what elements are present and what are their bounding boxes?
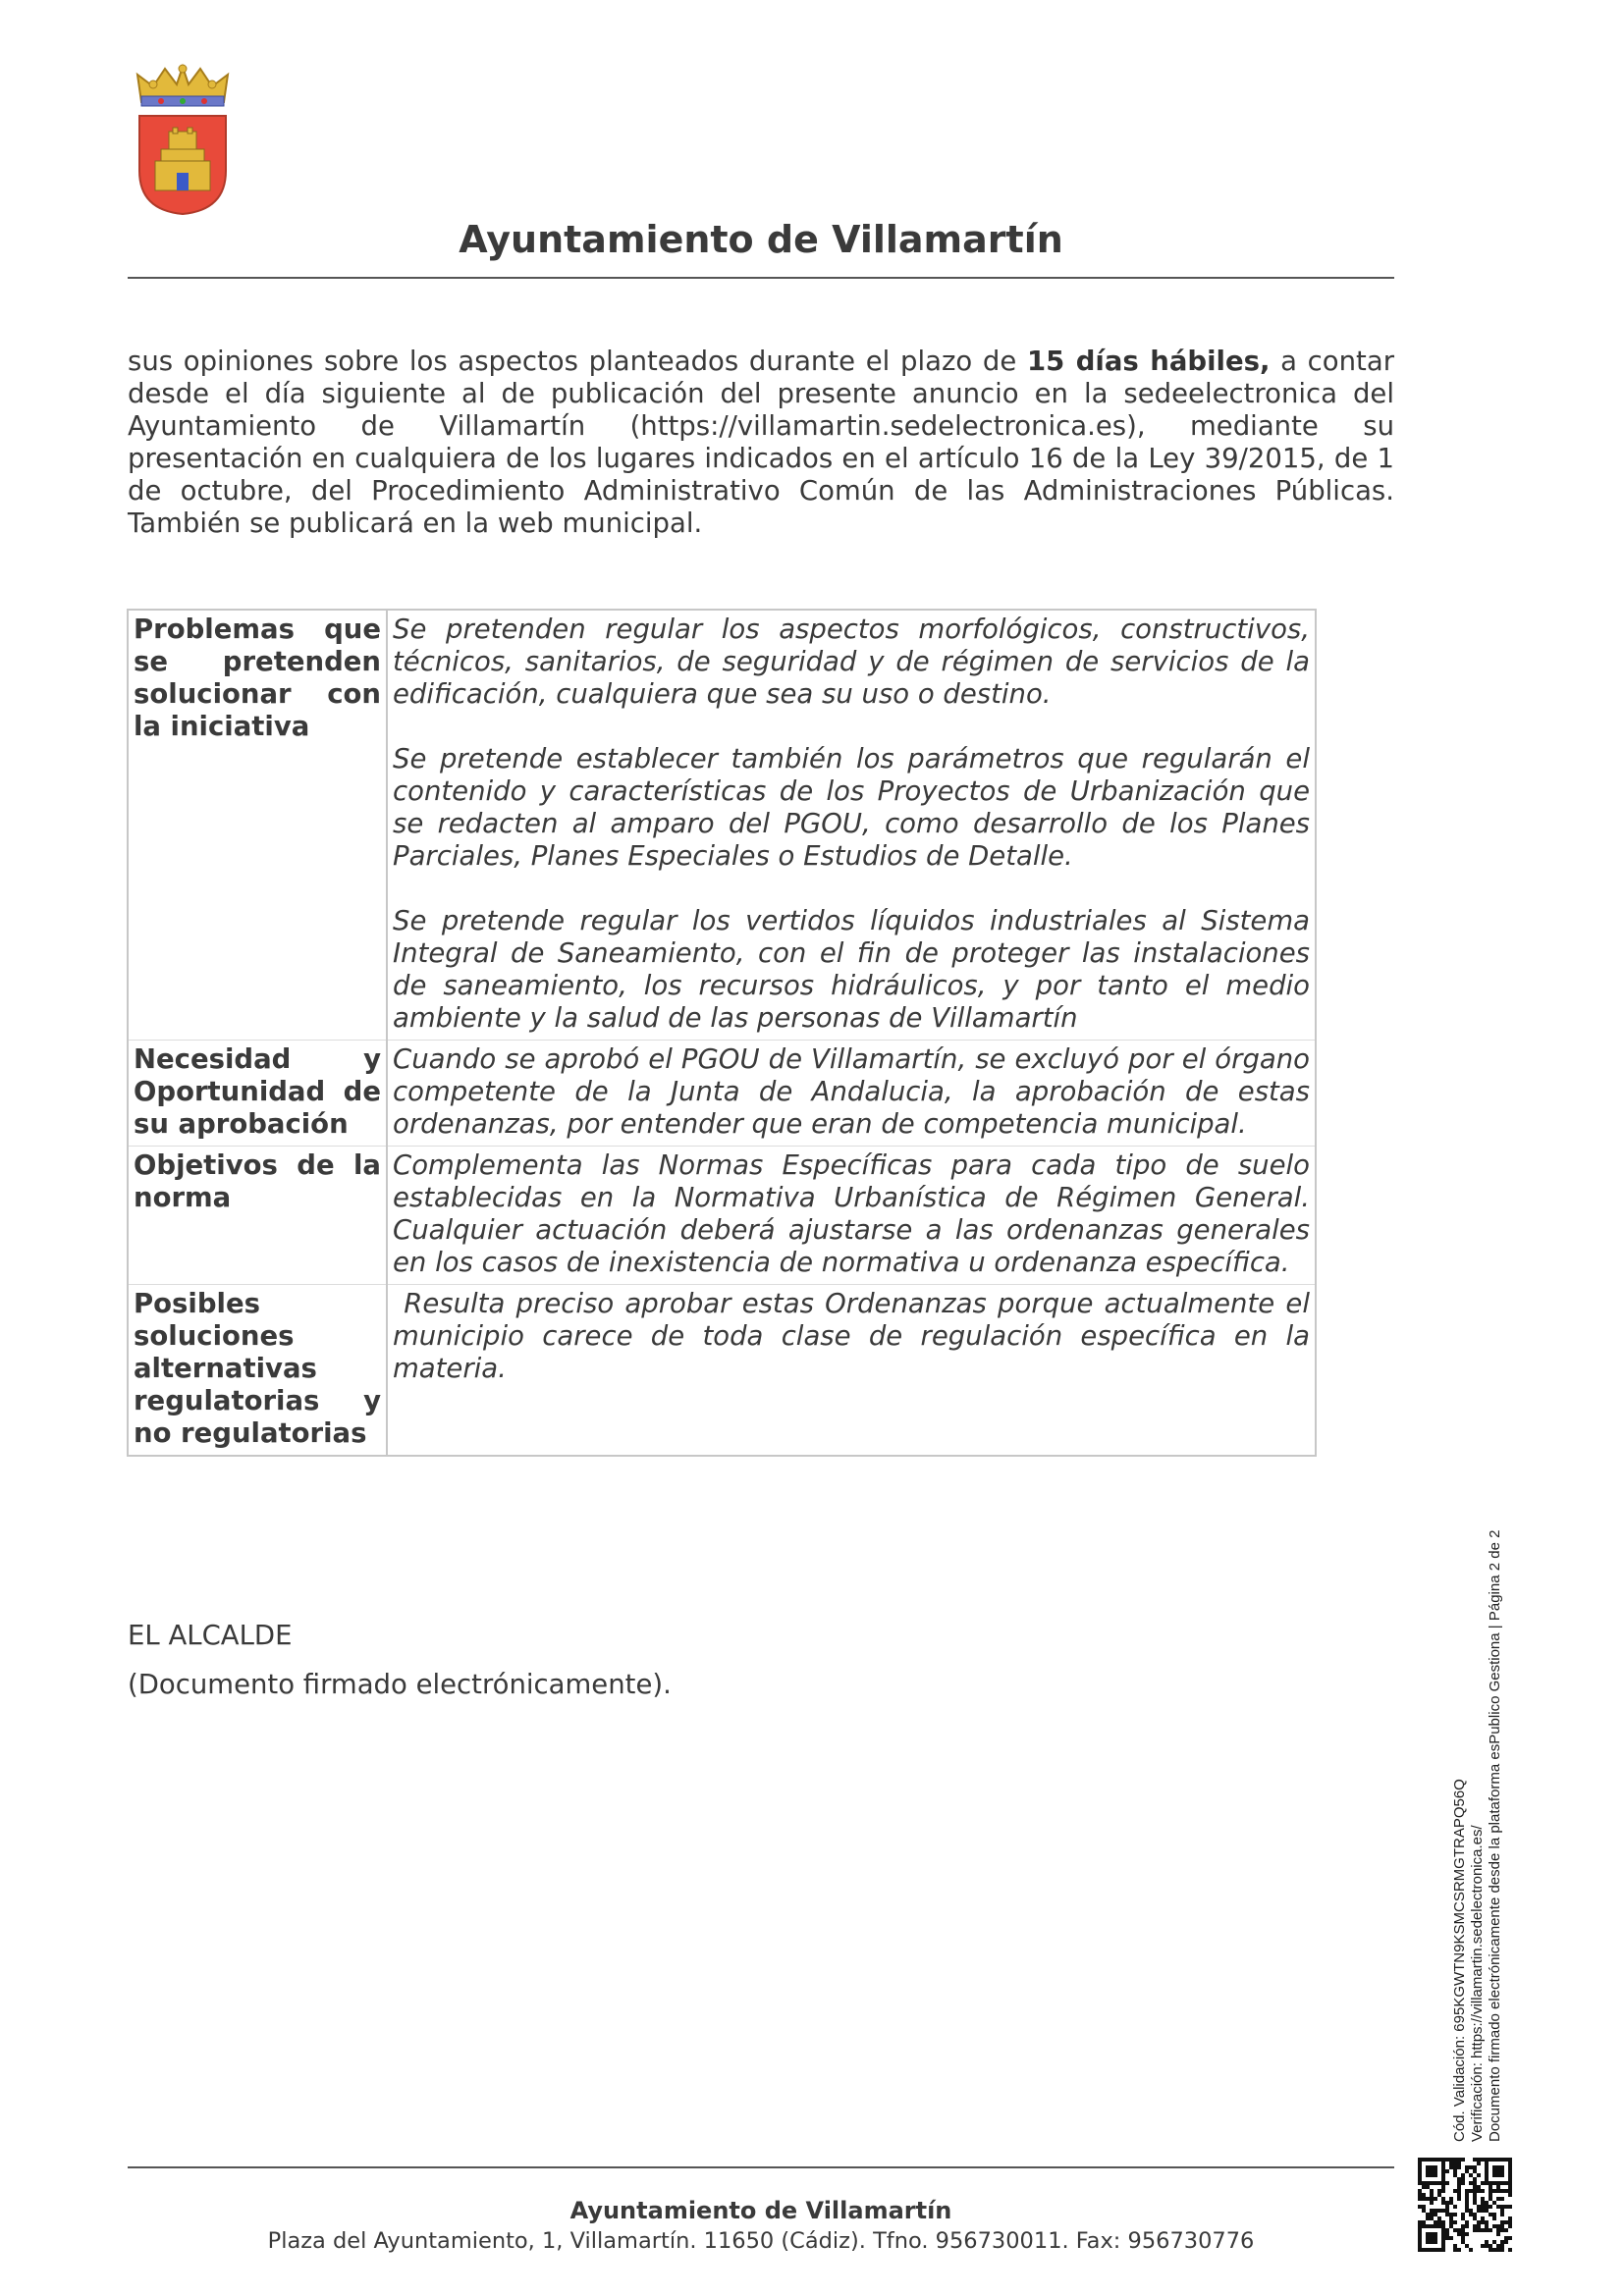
header-divider: [128, 277, 1394, 279]
validation-code: Cód. Validación: 695KGWTN9KSMCSRMGTRAPQ56Q: [1451, 1779, 1468, 2142]
intro-text-start: sus opiniones sobre los aspectos planteados durante el plazo de: [128, 346, 1027, 377]
coat-of-arms-icon: [134, 63, 232, 220]
row-paragraph: Se pretende regular los vertidos líquidos industriales al Sistema Integral de Saneamiento, con el fin de proteger las instalaciones de saneamiento, los recursos hidráulicos, y por tanto el medio ambiente y la salud de las personas de Villamartín: [393, 905, 1310, 1034]
page-title: Ayuntamiento de Villamartín: [459, 218, 1063, 261]
row-label: Objetivos de la norma: [128, 1147, 387, 1285]
signature-platform-note: Documento firmado electrónicamente desde la plataforma esPublico Gestiona | Página 2 de 2: [1487, 1529, 1503, 2142]
row-label: Posibles soluciones alternativas regulatorias y no regulatorias: [128, 1285, 387, 1457]
validation-stamp: [1451, 1530, 1504, 2142]
row-paragraph: Cuando se aprobó el PGOU de Villamartín, se excluyó por el órgano competente de la Junta de Andalucia, la aprobación de estas ordenanzas, por entender que eran de competencia municipal.: [393, 1043, 1310, 1140]
footer-address: Plaza del Ayuntamiento, 1, Villamartín. 11650 (Cádiz). Tfno. 956730011. Fax: 956730776: [267, 2228, 1255, 2254]
row-content: [387, 1041, 1316, 1147]
signature-note: (Documento firmado electrónicamente).: [128, 1669, 672, 1700]
table-row: [128, 1147, 1316, 1285]
intro-paragraph: [128, 346, 1394, 540]
footer-divider: [128, 2166, 1394, 2168]
intro-deadline: 15 días hábiles,: [1026, 346, 1271, 377]
row-content: [387, 1147, 1316, 1285]
row-content: [387, 1285, 1319, 1457]
row-label: Problemas que se pretenden solucionar con la iniciativa: [128, 610, 387, 1041]
verification-link[interactable]: Verificación: https://villamartin.sedelectronica.es/: [1469, 1825, 1486, 2142]
row-paragraph: Se pretende establecer también los parámetros que regularán el contenido y características de los Proyectos de Urbanización que se redacten al amparo del PGOU, como desarrollo de los Planes Parciales, Planes Especiales o Estudios de Detalle.: [393, 743, 1310, 872]
signatory-role: EL ALCALDE: [128, 1620, 293, 1651]
regulatory-info-table: [127, 609, 1317, 1457]
intro-text-end: a contar desde el día siguiente al de publicación del presente anuncio en la sedeelectronica del Ayuntamiento de Villamartín (https://villamartin.sedelectronica.es), mediante su presentación en cualquiera de los lugares indicados en el artículo 16 de la Ley 39/2015, de 1 de octubre, del Procedimiento Administrativo Común de las Administraciones Públicas. También se publicará en la web municipal.: [128, 346, 1394, 539]
row-paragraph: Se pretenden regular los aspectos morfológicos, constructivos, técnicos, sanitarios, de seguridad y de régimen de servicios de la edificación, cualquiera que sea su uso o destino.: [393, 614, 1310, 710]
qr-code-icon: [1418, 2158, 1512, 2252]
row-content: [387, 610, 1316, 1041]
table-row: [128, 1041, 1316, 1147]
row-label: Necesidad y Oportunidad de su aprobación: [128, 1041, 387, 1147]
row-paragraph: Resulta preciso aprobar estas Ordenanzas porque actualmente el municipio carece de toda clase de regulación específica en la materia.: [393, 1288, 1319, 1384]
table-row: [128, 610, 1316, 1041]
row-paragraph: Complementa las Normas Específicas para cada tipo de suelo establecidas en la Normativa Urbanística de Régimen General. Cualquier actuación deberá ajustarse a las ordenanzas generales en los casos de inexistencia de normativa u ordenanza específica.: [393, 1149, 1310, 1278]
footer-organization: Ayuntamiento de Villamartín: [569, 2197, 952, 2224]
table-row: [128, 1285, 1316, 1457]
